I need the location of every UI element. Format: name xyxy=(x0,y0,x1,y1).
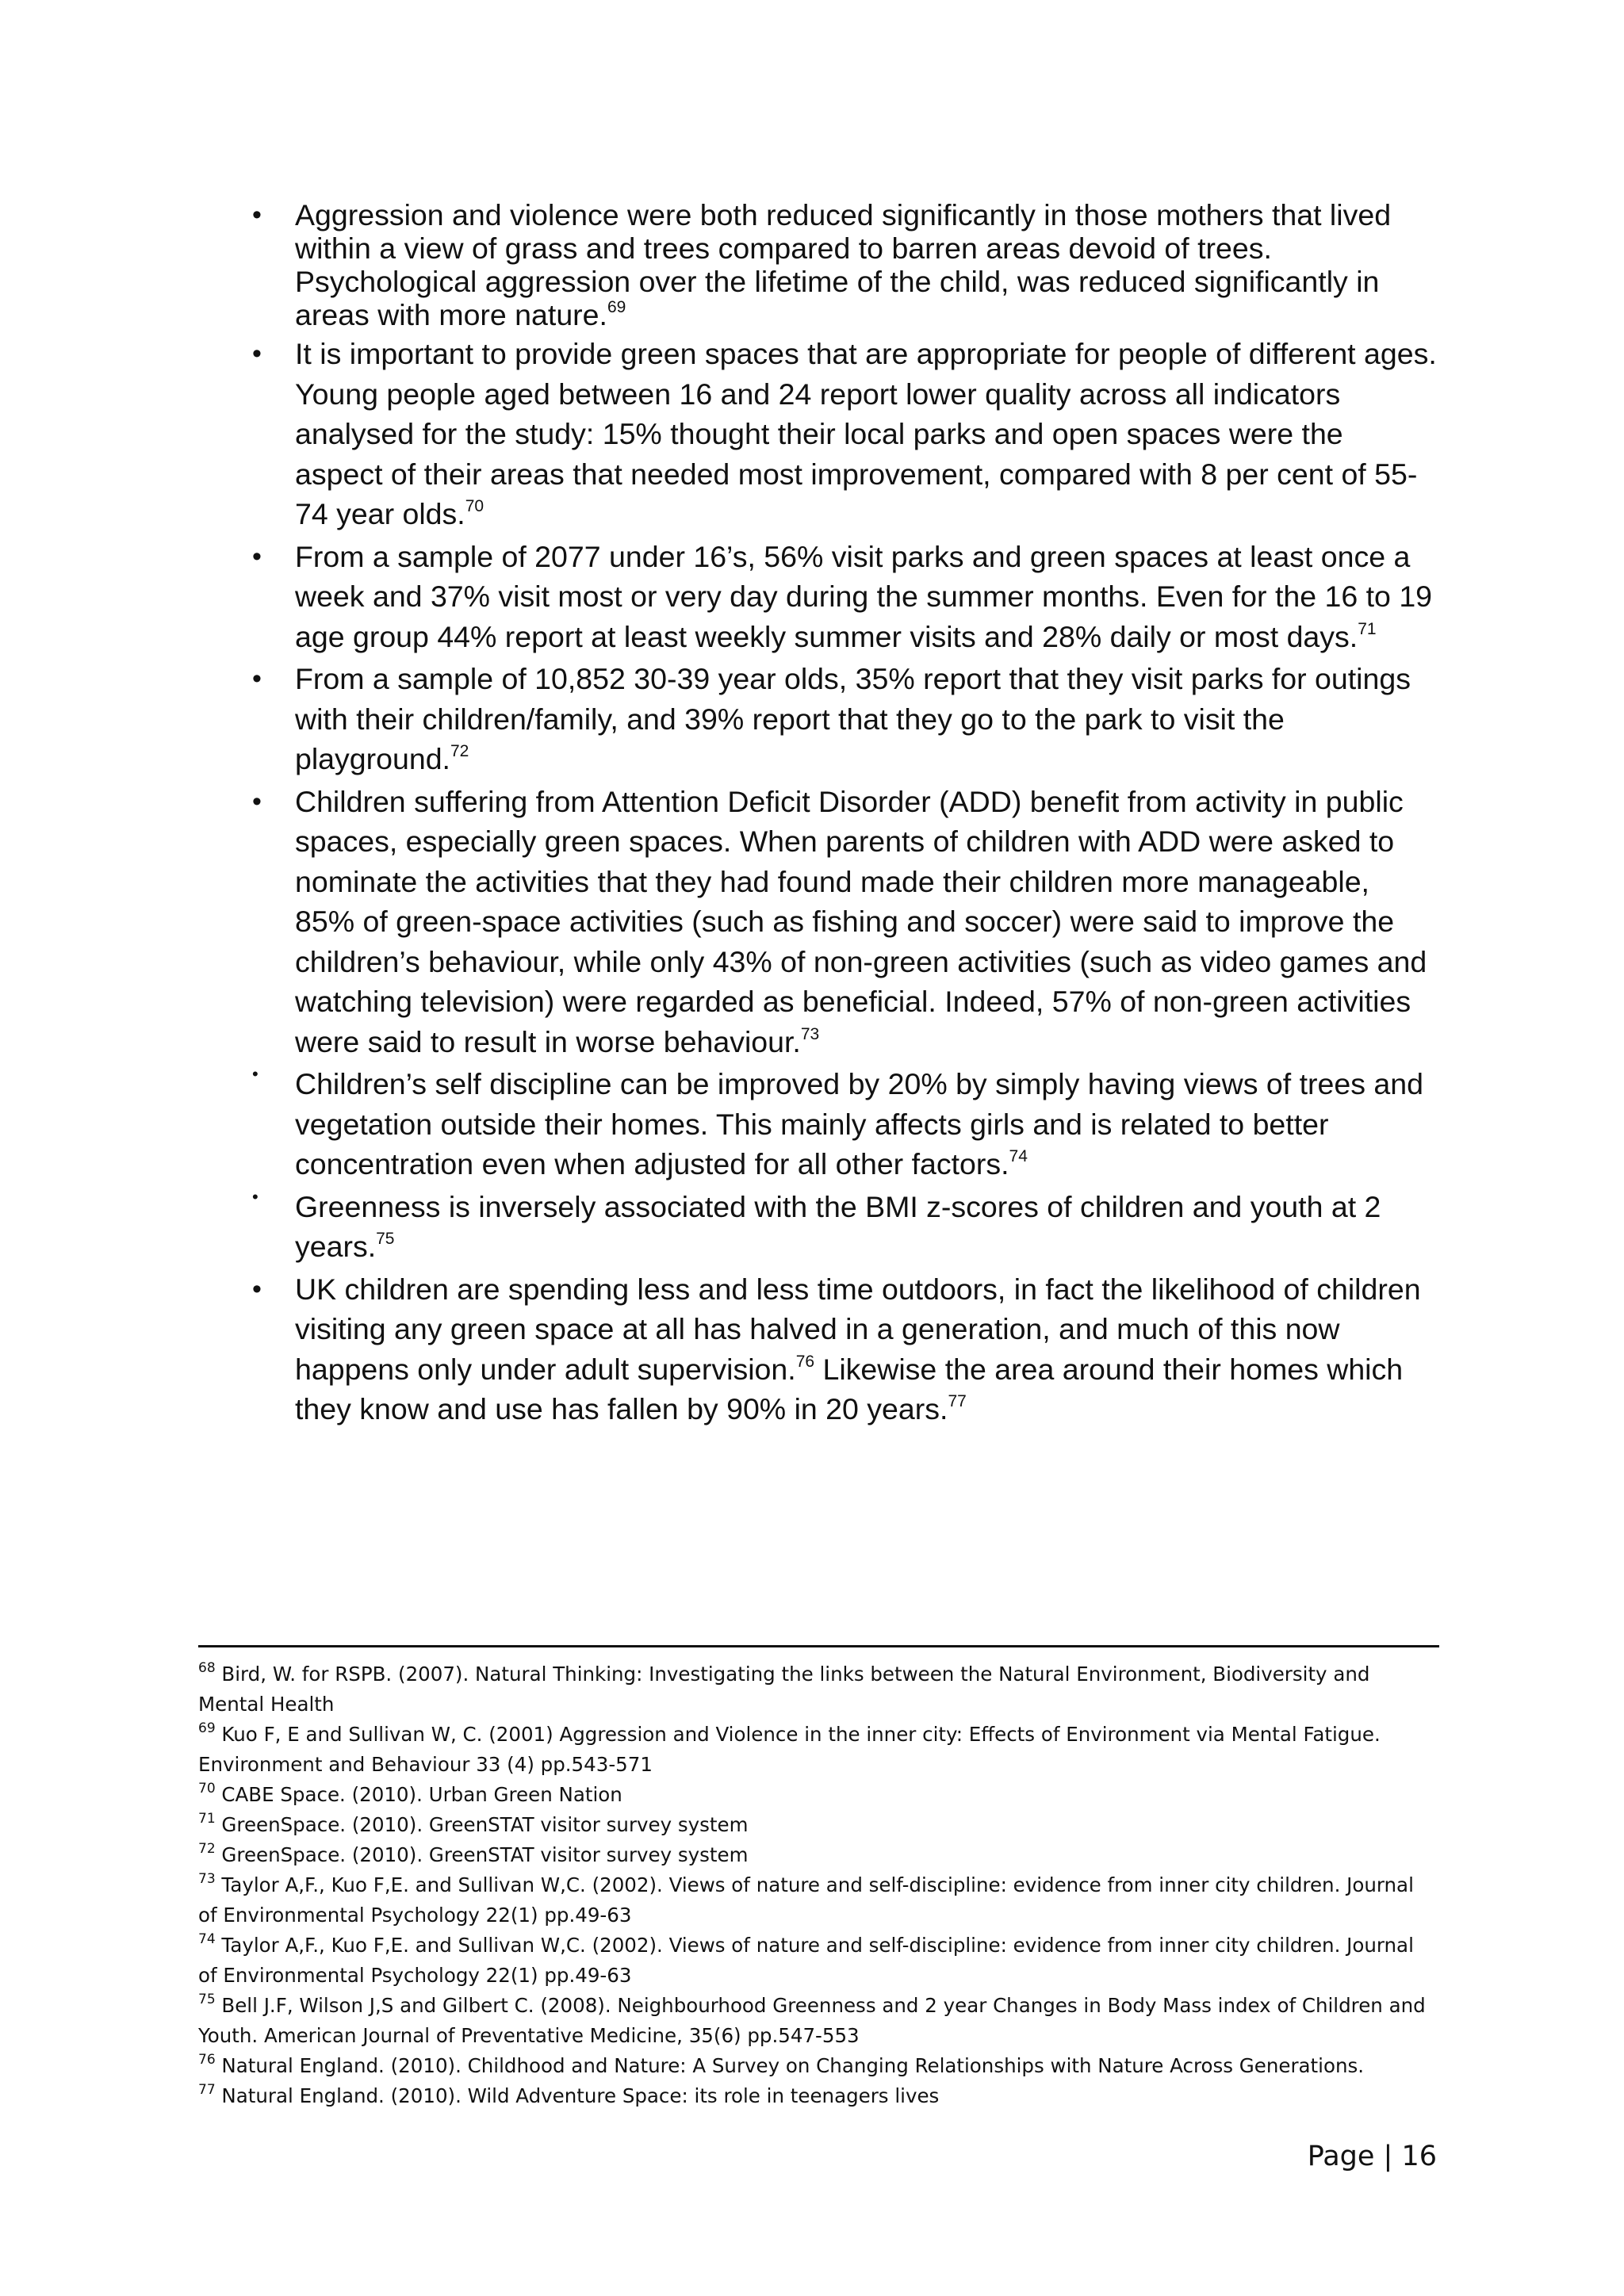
footnote-text: Bell J.F, Wilson J,S and Gilbert C. (2008). Neighbourhood Greenness and 2 year Changes in Body Mass index of Children and Youth. American Journal of Preventative Medicine, 35(6) pp.547-553 xyxy=(198,1994,1426,2047)
bullet-icon: • xyxy=(252,200,262,230)
bullet-text: Children suffering from Attention Deficit Disorder (ADD) benefit from activity in public spaces, especially green spaces. When parents of children with ADD were asked to nominate the activities that they had found made their children more manageable, 85% of green-space activities (such as fishing and soccer) were said to improve the children’s behaviour, while only 43% of non-green activities (such as video games and watching television) were regarded as beneficial. Indeed, 57% of non-green activities were said to result in worse behaviour. xyxy=(295,784,1427,1058)
footnote-ref[interactable]: 76 xyxy=(795,1352,815,1371)
bullet-text: Aggression and violence were both reduced significantly in those mothers that lived within a view of grass and trees compared to barren areas devoid of trees. Psychological aggression over the lifetime of the child, was reduced significantly in areas with more nature. xyxy=(295,198,1392,331)
footnote-number: 75 xyxy=(198,1992,216,2007)
bullet-text: Greenness is inversely associated with the BMI z-scores of children and youth at 2 years. xyxy=(295,1189,1381,1263)
footnote-text: Taylor A,F., Kuo F,E. and Sullivan W,C. (2002). Views of nature and self-discipline: evidence from inner city children. Journal of Environmental Psychology 22(1) pp.49-63 xyxy=(198,1873,1414,1927)
footnote xyxy=(198,2081,1435,2111)
bullet-text-continued: Likewise the area around their homes which they know and use has fallen by 90% in 20 years. xyxy=(295,1352,1404,1425)
footnote-text: Kuo F, E and Sullivan W, C. (2001) Aggression and Violence in the inner city: Effects of Environment via Mental Fatigue. Environment and Behaviour 33 (4) pp.543-571 xyxy=(198,1723,1381,1776)
bullet-text: From a sample of 2077 under 16’s, 56% visit parks and green spaces at least once a week and 37% visit most or very day during the summer months. Even for the 16 to 19 age group 44% report at least weekly summer visits and 28% daily or most days. xyxy=(295,539,1433,653)
footnote-ref[interactable]: 69 xyxy=(607,298,626,316)
bullet-text: UK children are spending less and less time outdoors, in fact the likelihood of children visiting any green space at all has halved in a generation, and much of this now happens only under adult supervision. xyxy=(295,1272,1421,1386)
bullet-icon: • xyxy=(252,339,262,369)
bullet-text: It is important to provide green spaces that are appropriate for people of different ages. Young people aged between 16 and 24 report lower quality across all indicators analysed for the study: 15% thought their local parks and open spaces were the aspect of their areas that needed most improvement, compared with 8 per cent of 55-74 year olds. xyxy=(295,337,1437,530)
footnote xyxy=(198,1840,1435,1870)
footnote-ref[interactable]: 77 xyxy=(948,1392,967,1410)
bullet-text: From a sample of 10,852 30-39 year olds, 35% report that they visit parks for outings with their children/family, and 39% report that they go to the park to visit the playground. xyxy=(295,662,1411,775)
footnote-number: 73 xyxy=(198,1871,216,1887)
footnote-number: 71 xyxy=(198,1811,216,1827)
footnote-ref[interactable]: 70 xyxy=(465,497,485,515)
footnote-number: 74 xyxy=(198,1931,216,1947)
footnotes xyxy=(198,1659,1435,2111)
bullet-item xyxy=(252,1064,1437,1184)
bullet-icon: • xyxy=(252,541,262,572)
bullet-item xyxy=(252,1186,1437,1267)
bullet-item xyxy=(252,1269,1437,1429)
footnote-text: Bird, W. for RSPB. (2007). Natural Thinking: Investigating the links between the Natural Environment, Biodiversity and Mental Health xyxy=(198,1663,1370,1716)
footnote-number: 72 xyxy=(198,1841,216,1857)
bullet-item xyxy=(252,334,1437,534)
footnote-number: 70 xyxy=(198,1781,216,1797)
bullet-icon: • xyxy=(252,664,262,694)
footnote-number: 77 xyxy=(198,2082,216,2098)
footnote-ref[interactable]: 71 xyxy=(1358,619,1377,638)
footnote xyxy=(198,1870,1435,1931)
footnote-ref[interactable]: 72 xyxy=(450,742,469,760)
footnote-text: Taylor A,F., Kuo F,E. and Sullivan W,C. (2002). Views of nature and self-discipline: evidence from inner city children. Journal of Environmental Psychology 22(1) pp.49-63 xyxy=(198,1934,1414,1987)
footnote xyxy=(198,2051,1435,2081)
footnote-text: Natural England. (2010). Wild Adventure Space: its role in teenagers lives xyxy=(215,2084,940,2107)
bullet-icon: • xyxy=(252,1186,259,1207)
footnote xyxy=(198,1810,1435,1840)
bullet-text: Children’s self discipline can be improved by 20% by simply having views of trees and vegetation outside their homes. This mainly affects girls and is related to better concentration even when adjusted for all other factors. xyxy=(295,1067,1423,1181)
bullet-item xyxy=(252,782,1437,1062)
bullet-icon: • xyxy=(252,1273,262,1304)
footnote-text: GreenSpace. (2010). GreenSTAT visitor survey system xyxy=(215,1843,749,1866)
footnote-text: Natural England. (2010). Childhood and Nature: A Survey on Changing Relationships with Nature Across Generations. xyxy=(215,2054,1365,2077)
bullet-icon: • xyxy=(252,1064,259,1084)
page-number: Page | 16 xyxy=(1307,2141,1437,2172)
footnote-ref[interactable]: 74 xyxy=(1009,1147,1028,1165)
footnote xyxy=(198,1720,1435,1780)
bullet-icon: • xyxy=(252,786,262,817)
footnote-ref[interactable]: 73 xyxy=(800,1024,820,1043)
bullet-item xyxy=(252,198,1437,331)
footnote-ref[interactable]: 75 xyxy=(376,1230,395,1248)
footnote-number: 69 xyxy=(198,1720,216,1736)
footnote-text: CABE Space. (2010). Urban Green Nation xyxy=(215,1783,622,1806)
footnote xyxy=(198,1991,1435,2051)
bullet-item xyxy=(252,537,1437,657)
footnote xyxy=(198,1780,1435,1810)
footnote xyxy=(198,1931,1435,1991)
bullet-list xyxy=(252,198,1437,1429)
footnote-text: GreenSpace. (2010). GreenSTAT visitor survey system xyxy=(215,1813,749,1836)
footnote-separator xyxy=(198,1645,1439,1647)
bullet-item xyxy=(252,659,1437,779)
footnote-number: 76 xyxy=(198,2052,216,2068)
footnote xyxy=(198,1659,1435,1720)
footnote-number: 68 xyxy=(198,1660,216,1676)
